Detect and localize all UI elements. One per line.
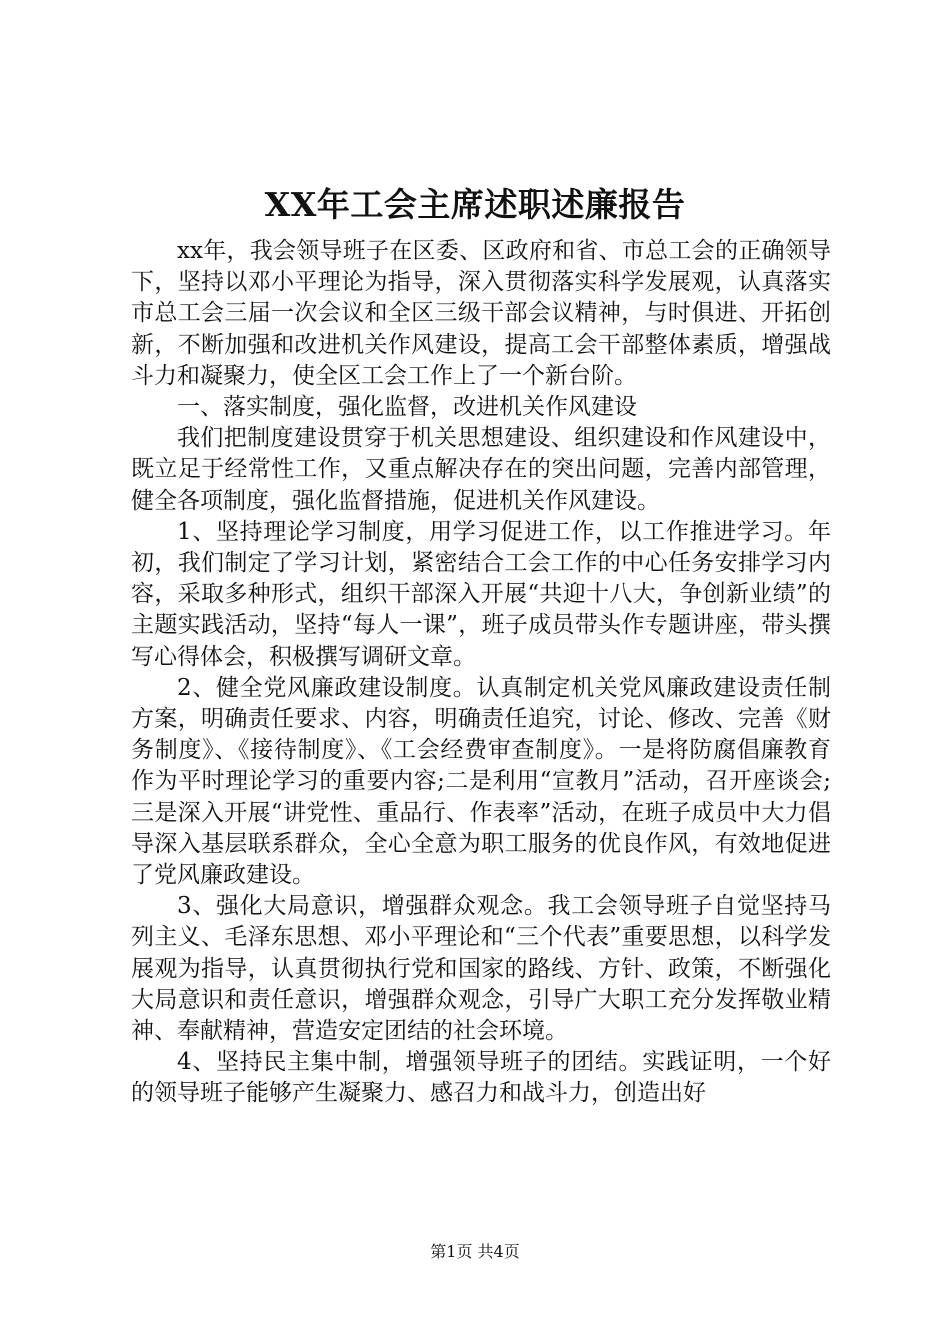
document-title: XX年工会主席述职述廉报告 xyxy=(264,185,686,224)
item-4-paragraph: 4、坚持民主集中制，增强领导班子的团结。实践证明，一个好的领导班子能够产生凝聚力、感召力和战斗力，创造出好 xyxy=(131,1049,831,1107)
item-3-paragraph: 3、强化大局意识，增强群众观念。我工会领导班子自觉坚持马列主义、毛泽东思想、邓小平理论和“三个代表”重要思想，以科学发展观为指导，认真贯彻执行党和国家的路线、方针、政策，不断强化大局意识和责任意识，增强群众观念，引导广大职工充分发挥敬业精神、奉献精神，营造安定团结的社会环境。 xyxy=(131,893,831,1045)
document-body xyxy=(131,236,831,1110)
intro-paragraph: xx年，我会领导班子在区委、区政府和省、市总工会的正确领导下，坚持以邓小平理论为指导，深入贯彻落实科学发展观，认真落实市总工会三届一次会议和全区三级干部会议精神，与时俱进、开拓创新，不断加强和改进机关作风建设，提高工会干部整体素质，增强战斗力和凝聚力，使全区工会工作上了一个新台阶。 xyxy=(131,238,831,389)
item-1-paragraph: 1、坚持理论学习制度，用学习促进工作，以工作推进学习。年初，我们制定了学习计划，紧密结合工会工作的中心任务安排学习内容，采取多种形式，组织干部深入开展“共迎十八大，争创新业绩”的主题实践活动，坚持“每人一课”，班子成员带头作专题讲座，带头撰写心得体会，积极撰写调研文章。 xyxy=(131,518,831,670)
item-2-paragraph: 2、健全党风廉政建设制度。认真制定机关党风廉政建设责任制方案，明确责任要求、内容，明确责任追究，讨论、修改、完善《财务制度》、《接待制度》、《工会经费审查制度》。一是将防腐倡廉教育作为平时理论学习的重要内容;二是利用“宣教月”活动，召开座谈会;三是深入开展“讲党性、重品行、作表率”活动，在班子成员中大力倡导深入基层联系群众，全心全意为职工服务的优良作风，有效地促进了党风廉政建设。 xyxy=(131,674,831,889)
page-footer: 第1页 共4页 xyxy=(430,1242,520,1261)
section-heading-1: 一、落实制度，强化监督，改进机关作风建设 xyxy=(177,394,637,421)
section-1-intro-paragraph: 我们把制度建设贯穿于机关思想建设、组织建设和作风建设中，既立足于经常性工作，又重点解决存在的突出问题，完善内部管理，健全各项制度，强化监督措施，促进机关作风建设。 xyxy=(131,425,831,514)
